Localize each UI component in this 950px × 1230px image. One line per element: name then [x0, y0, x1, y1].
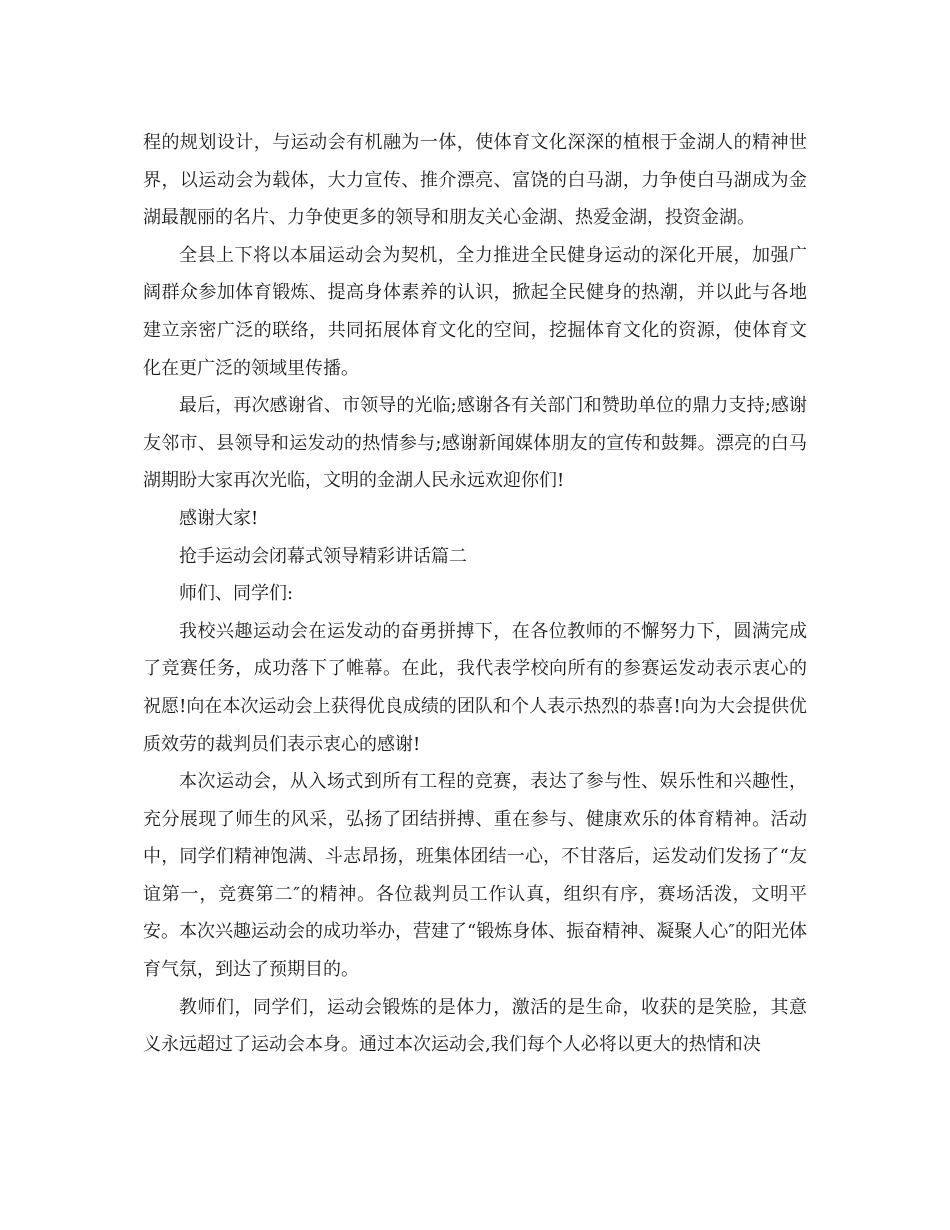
paragraph-thanks: 最后，再次感谢省、市领导的光临;感谢各有关部门和赞助单位的鼎力支持;感谢友邻市、县领导和运发动的热情参与;感谢新闻媒体朋友的宣传和鼓舞。漂亮的白马湖期盼大家再次光临，文明的金湖人民永远欢迎你们! — [143, 395, 807, 492]
paragraph-salutation: 师们、同学们: — [179, 583, 294, 605]
paragraph-games-meaning: 教师们，同学们，运动会锻炼的是体力，激活的是生命，收获的是笑脸，其意义永远超过了运动会本身。通过本次运动会,我们每个人必将以更大的热情和决 — [143, 996, 807, 1056]
paragraph-games-review: 本次运动会，从入场式到所有工程的竞赛，表达了参与性、娱乐性和兴趣性，充分展现了师生的风采，弘扬了团结拼搏、重在参与、健康欢乐的体育精神。活动中，同学们精神饱满、斗志昂扬，班集体团结一心，不甘落后，运发动们发扬了“友谊第一，竞赛第二″的精神。各位裁判员工作认真，组织有序，赛场活泼，文明平安。本次兴趣运动会的成功举办，营建了“锻炼身体、振奋精神、凝聚人心″的阳光体育气氛，到达了预期目的。 — [143, 771, 807, 981]
paragraph-thank-everyone: 感谢大家! — [179, 507, 259, 529]
document-body — [143, 124, 807, 1064]
paragraph-games-completed: 我校兴趣运动会在运发动的奋勇拼搏下，在各位教师的不懈努力下，圆满完成了竞赛任务，成功落下了帷幕。在此，我代表学校向所有的参赛运发动表示衷心的祝愿!向在本次运动会上获得优良成绩的团队和个人表示热烈的恭喜!向为大会提供优质效劳的裁判员们表示衷心的感谢! — [143, 620, 807, 755]
section-heading-part-two: 抢手运动会闭幕式领导精彩讲话篇二 — [179, 545, 467, 567]
paragraph-fitness-campaign: 全县上下将以本届运动会为契机，全力推进全民健身运动的深化开展，加强广阔群众参加体育锻炼、提高身体素养的认识，掀起全民健身的热潮，并以此与各地建立亲密广泛的联络，共同拓展体育文化的空间，挖掘体育文化的资源，使体育文化在更广泛的领域里传播。 — [143, 244, 807, 379]
paragraph-continuation: 程的规划设计，与运动会有机融为一体，使体育文化深深的植根于金湖人的精神世界，以运动会为载体，大力宣传、推介漂亮、富饶的白马湖，力争使白马湖成为金湖最靓丽的名片、力争使更多的领导和朋友关心金湖、热爱金湖，投资金湖。 — [143, 132, 807, 229]
